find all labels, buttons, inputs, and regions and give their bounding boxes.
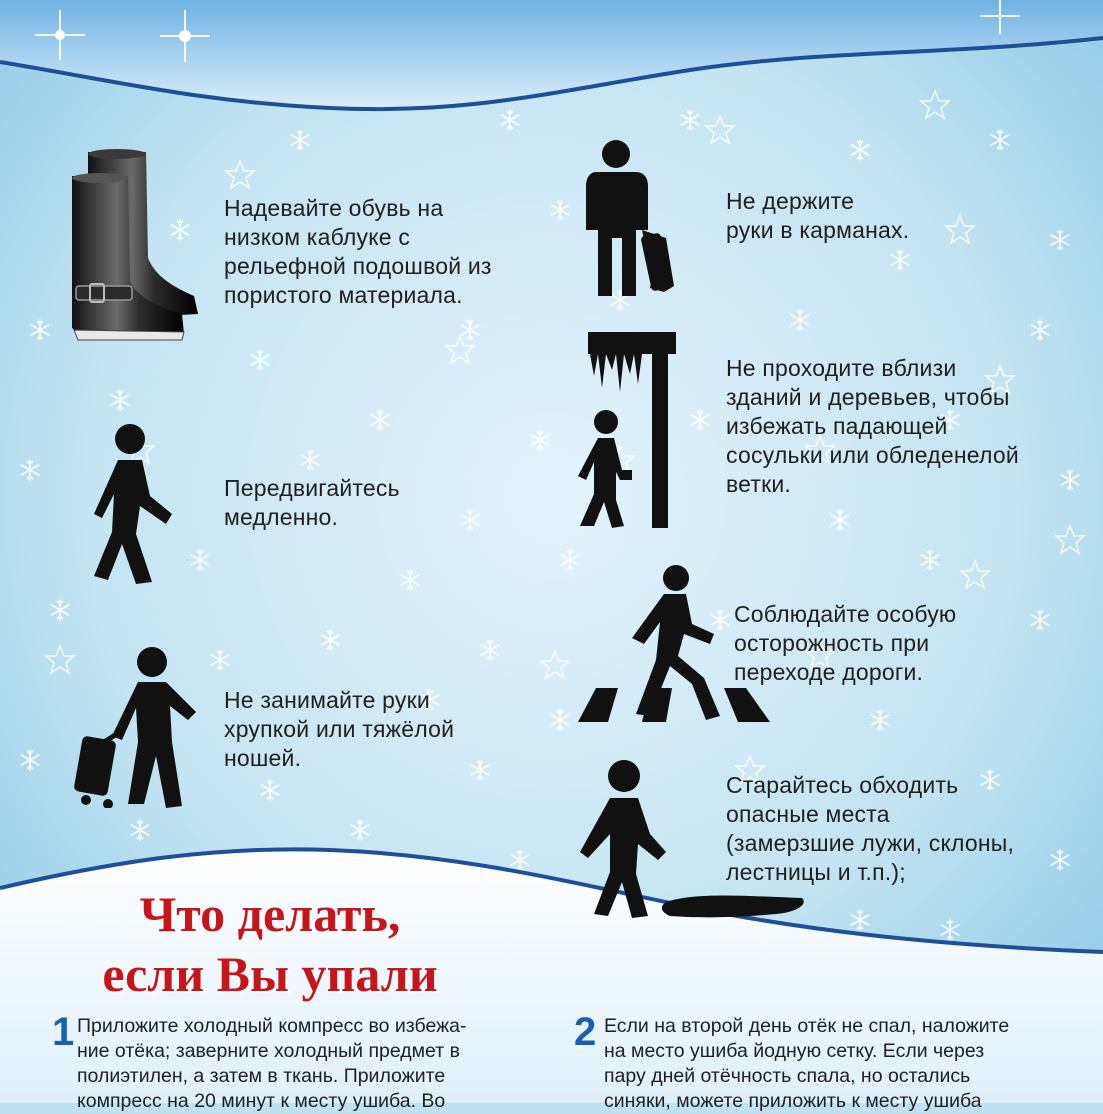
step-line: пару дней отёчность спала, но остались bbox=[604, 1065, 971, 1087]
tip-pockets bbox=[726, 187, 909, 245]
step-number: 2 bbox=[574, 1010, 597, 1054]
tip-line: Передвигайтесь bbox=[224, 475, 400, 501]
tip-line: Не проходите вблизи bbox=[726, 355, 957, 381]
step-line: полиэтилен, а затем в ткань. Приложите bbox=[77, 1065, 446, 1087]
tip-line: зданий и деревьев, чтобы bbox=[726, 384, 1010, 410]
tip-line: Не держите bbox=[726, 188, 855, 214]
step-line: компресс на 20 минут к месту ушиба. Во bbox=[77, 1090, 446, 1112]
tip-line: переходе дороги. bbox=[734, 659, 924, 685]
tip-line: осторожность при bbox=[734, 630, 930, 656]
tip-line: медленно. bbox=[224, 504, 339, 530]
tip-line: избежать падающей bbox=[726, 413, 948, 439]
tip-line: ветки. bbox=[726, 471, 792, 497]
step-line: ние отёка; заверните холодный предмет в bbox=[77, 1040, 460, 1062]
step-text bbox=[604, 1014, 1056, 1114]
boots-icon bbox=[66, 148, 206, 344]
step-line: Если на второй день отёк не спал, наложите bbox=[604, 1015, 1010, 1037]
tip-line: лестницы и т.п.); bbox=[726, 859, 906, 885]
tip-line: низком каблуке с bbox=[224, 224, 411, 250]
step-line: на место ушиба йодную сетку. Если через bbox=[604, 1040, 985, 1062]
person-pockets-icon bbox=[574, 138, 684, 300]
tip-line: Не занимайте руки bbox=[224, 687, 430, 713]
tip-line: сосульки или обледенелой bbox=[726, 442, 1019, 468]
tip-slowly bbox=[224, 474, 400, 532]
tip-line: Надевайте обувь на bbox=[224, 195, 444, 221]
walking-person-icon bbox=[94, 422, 178, 584]
person-carrying-bag-icon bbox=[74, 646, 202, 808]
tip-hands bbox=[224, 686, 454, 773]
tip-line: рельефной подошвой из bbox=[224, 253, 492, 279]
tip-crossing bbox=[734, 600, 956, 687]
icicle-building-icon bbox=[578, 330, 678, 530]
heading-line: Что делать, bbox=[139, 886, 401, 942]
step-line: Приложите холодный компресс во избежа- bbox=[77, 1015, 467, 1037]
tip-dangerous-places bbox=[726, 771, 1014, 887]
heading-line: если Вы упали bbox=[102, 946, 438, 1002]
tip-line: опасные места bbox=[726, 801, 890, 827]
step-number: 1 bbox=[52, 1010, 75, 1054]
tip-line: руки в карманах. bbox=[726, 217, 910, 243]
tip-line: пористого материала. bbox=[224, 282, 463, 308]
step-line: синяки, можете приложить к месту ушиба bbox=[604, 1090, 982, 1112]
tip-line: (замерзшие лужи, склоны, bbox=[726, 830, 1015, 856]
tip-line: хрупкой или тяжёлой bbox=[224, 716, 455, 742]
tip-boots bbox=[224, 194, 492, 310]
tip-line: Соблюдайте особую bbox=[734, 601, 957, 627]
tip-line: ношей. bbox=[224, 745, 302, 771]
tip-icicles bbox=[726, 354, 1019, 499]
section-heading bbox=[40, 884, 500, 1004]
step-text bbox=[77, 1014, 525, 1114]
tip-line: Старайтесь обходить bbox=[726, 772, 959, 798]
